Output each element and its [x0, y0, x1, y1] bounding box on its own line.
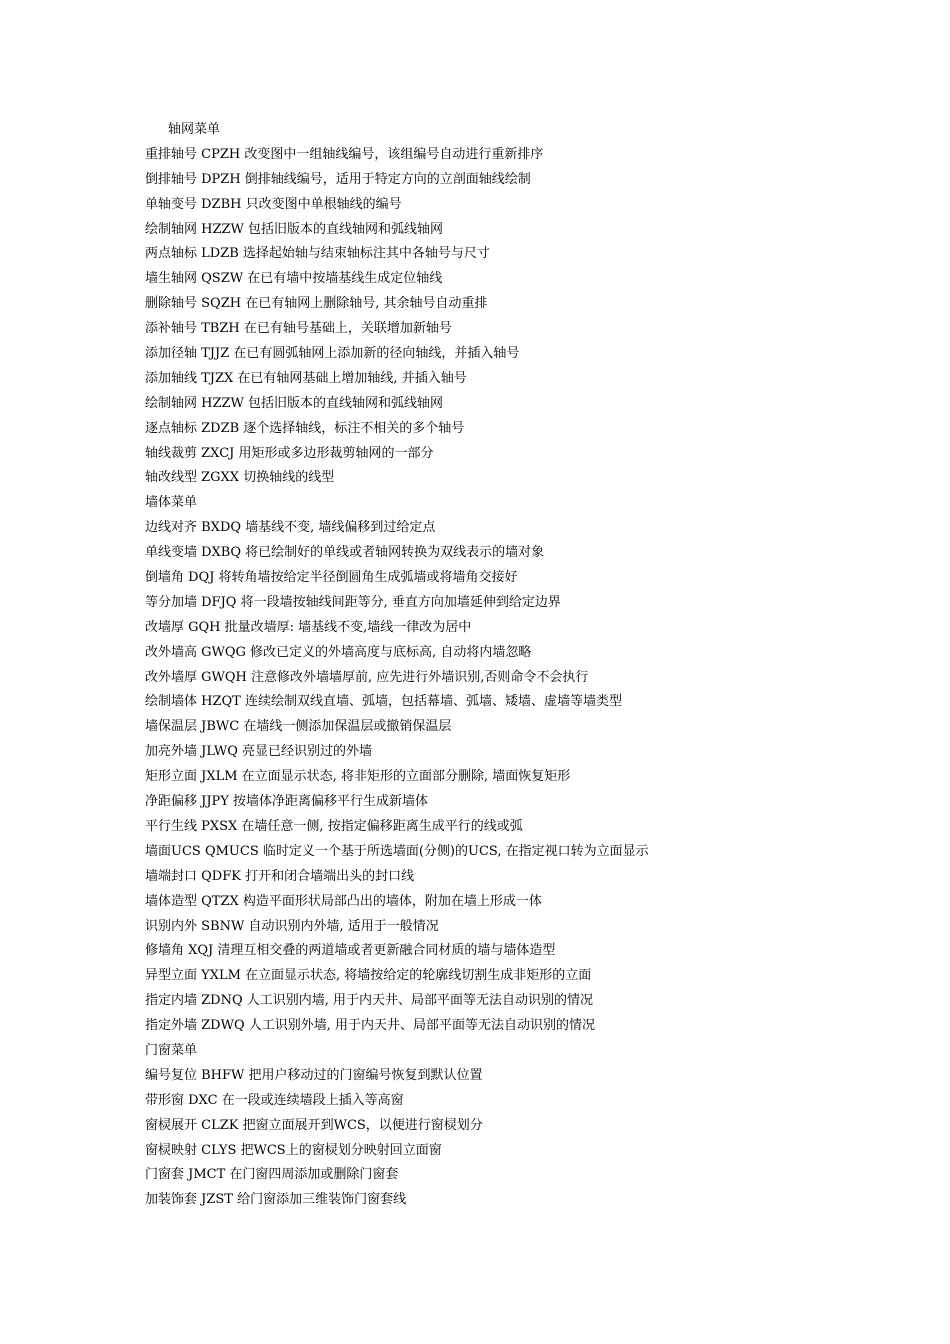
list-item: 窗棂展开 CLZK 把窗立面展开到WCS，以便进行窗棂划分: [145, 1117, 483, 1133]
list-item: 窗棂映射 CLYS 把WCS上的窗棂划分映射回立面窗: [145, 1142, 442, 1158]
list-item: 墙面UCS QMUCS 临时定义一个基于所选墙面(分侧)的UCS, 在指定视口转为立面显示: [145, 843, 649, 859]
list-item: 异型立面 YXLM 在立面显示状态, 将墙按给定的轮廓线切割生成非矩形的立面: [145, 968, 592, 984]
list-item: 轴线裁剪 ZXCJ 用矩形或多边形裁剪轴网的一部分: [145, 445, 434, 461]
list-item: 指定外墙 ZDWQ 人工识别外墙, 用于内天井、局部平面等无法自动识别的情况: [145, 1018, 596, 1034]
list-item: 净距偏移 JJPY 按墙体净距离偏移平行生成新墙体: [145, 794, 429, 810]
list-item: 倒墙角 DQJ 将转角墙按给定半径倒圆角生成弧墙或将墙角交接好: [145, 570, 518, 586]
section-heading-wall: 墙体菜单: [145, 495, 198, 511]
list-item: 添加径轴 TJJZ 在已有圆弧轴网上添加新的径向轴线，并插入轴号: [145, 346, 520, 362]
list-item: 指定内墙 ZDNQ 人工识别内墙, 用于内天井、局部平面等无法自动识别的情况: [145, 993, 594, 1009]
list-item: 墙体造型 QTZX 构造平面形状局部凸出的墙体，附加在墙上形成一体: [145, 893, 542, 909]
list-item: 改墙厚 GQH 批量改墙厚: 墙基线不变,墙线一律改为居中: [145, 619, 472, 635]
list-item: 两点轴标 LDZB 选择起始轴与结束轴标注其中各轴号与尺寸: [145, 246, 490, 262]
list-item: 编号复位 BHFW 把用户移动过的门窗编号恢复到默认位置: [145, 1067, 483, 1083]
list-item: 绘制墙体 HZQT 连续绘制双线直墙、弧墙，包括幕墙、弧墙、矮墙、虚墙等墙类型: [145, 694, 622, 710]
list-item: 加装饰套 JZST 给门窗添加三维装饰门窗套线: [145, 1192, 407, 1208]
list-item: 改外墙厚 GWQH 注意修改外墙墙厚前, 应先进行外墙识别,否则命令不会执行: [145, 669, 589, 685]
list-item: 识别内外 SBNW 自动识别内外墙, 适用于一般情况: [145, 918, 439, 934]
list-item: 修墙角 XQJ 清理互相交叠的两道墙或者更新融合同材质的墙与墙体造型: [145, 943, 556, 959]
list-item: 门窗套 JMCT 在门窗四周添加或删除门窗套: [145, 1167, 399, 1183]
section-heading-door-window: 门窗菜单: [145, 1042, 198, 1058]
list-item: 墙保温层 JBWC 在墙线一侧添加保温层或撤销保温层: [145, 719, 452, 735]
list-item: 倒排轴号 DPZH 倒排轴线编号，适用于特定方向的立剖面轴线绘制: [145, 171, 531, 187]
list-item: 带形窗 DXC 在一段或连续墙段上插入等高窗: [145, 1092, 404, 1108]
command-list: [145, 118, 925, 1213]
list-item: 添加轴线 TJZX 在已有轴网基础上增加轴线, 并插入轴号: [145, 370, 467, 386]
list-item: 重排轴号 CPZH 改变图中一组轴线编号，该组编号自动进行重新排序: [145, 146, 544, 162]
list-item: 加亮外墙 JLWQ 亮显已经识别过的外墙: [145, 744, 372, 760]
list-item: 矩形立面 JXLM 在立面显示状态, 将非矩形的立面部分删除, 墙面恢复矩形: [145, 769, 571, 785]
list-item: 单轴变号 DZBH 只改变图中单根轴线的编号: [145, 196, 402, 212]
list-item: 逐点轴标 ZDZB 逐个选择轴线，标注不相关的多个轴号: [145, 420, 465, 436]
list-item: 绘制轴网 HZZW 包括旧版本的直线轴网和弧线轴网: [145, 395, 444, 411]
list-item: 单线变墙 DXBQ 将已绘制好的单线或者轴网转换为双线表示的墙对象: [145, 545, 545, 561]
list-item: 墙生轴网 QSZW 在已有墙中按墙基线生成定位轴线: [145, 271, 443, 287]
list-item: 边线对齐 BXDQ 墙基线不变, 墙线偏移到过给定点: [145, 520, 436, 536]
list-item: 绘制轴网 HZZW 包括旧版本的直线轴网和弧线轴网: [145, 221, 444, 237]
list-item: 平行生线 PXSX 在墙任意一侧, 按指定偏移距离生成平行的线或弧: [145, 818, 523, 834]
list-item: 等分加墙 DFJQ 将一段墙按轴线间距等分, 垂直方向加墙延伸到给定边界: [145, 594, 561, 610]
section-heading-axis-grid: 轴网菜单: [168, 122, 221, 137]
list-item: 添补轴号 TBZH 在已有轴号基础上，关联增加新轴号: [145, 321, 452, 337]
list-item: 删除轴号 SQZH 在已有轴网上删除轴号, 其余轴号自动重排: [145, 296, 488, 312]
list-item: 墙端封口 QDFK 打开和闭合墙端出头的封口线: [145, 868, 415, 884]
list-item: 轴改线型 ZGXX 切换轴线的线型: [145, 470, 335, 486]
list-item: 改外墙高 GWQG 修改已定义的外墙高度与底标高, 自动将内墙忽略: [145, 644, 532, 660]
